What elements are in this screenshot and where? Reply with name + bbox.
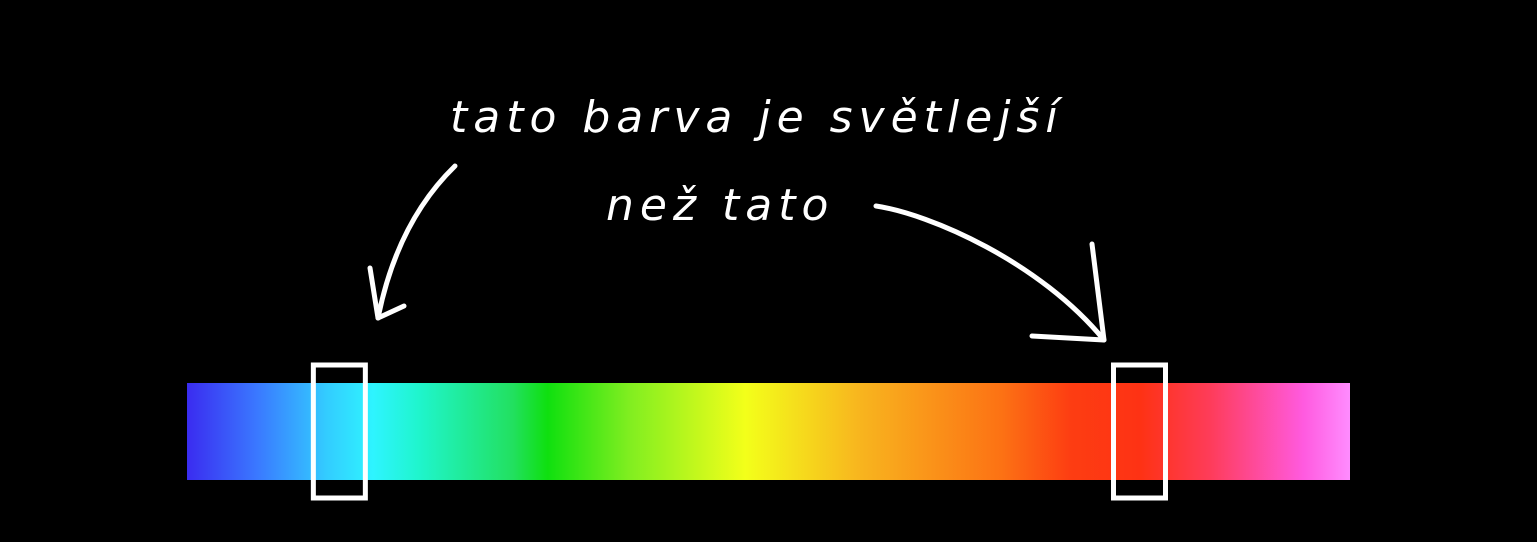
- arrow-right-shaft: [876, 206, 1104, 340]
- annotation-line-1: tato barva je světlejší: [450, 92, 1064, 143]
- annotation-line-2: než tato: [606, 180, 835, 231]
- spectrum-bar: [187, 383, 1350, 480]
- arrow-left-shaft: [378, 166, 455, 318]
